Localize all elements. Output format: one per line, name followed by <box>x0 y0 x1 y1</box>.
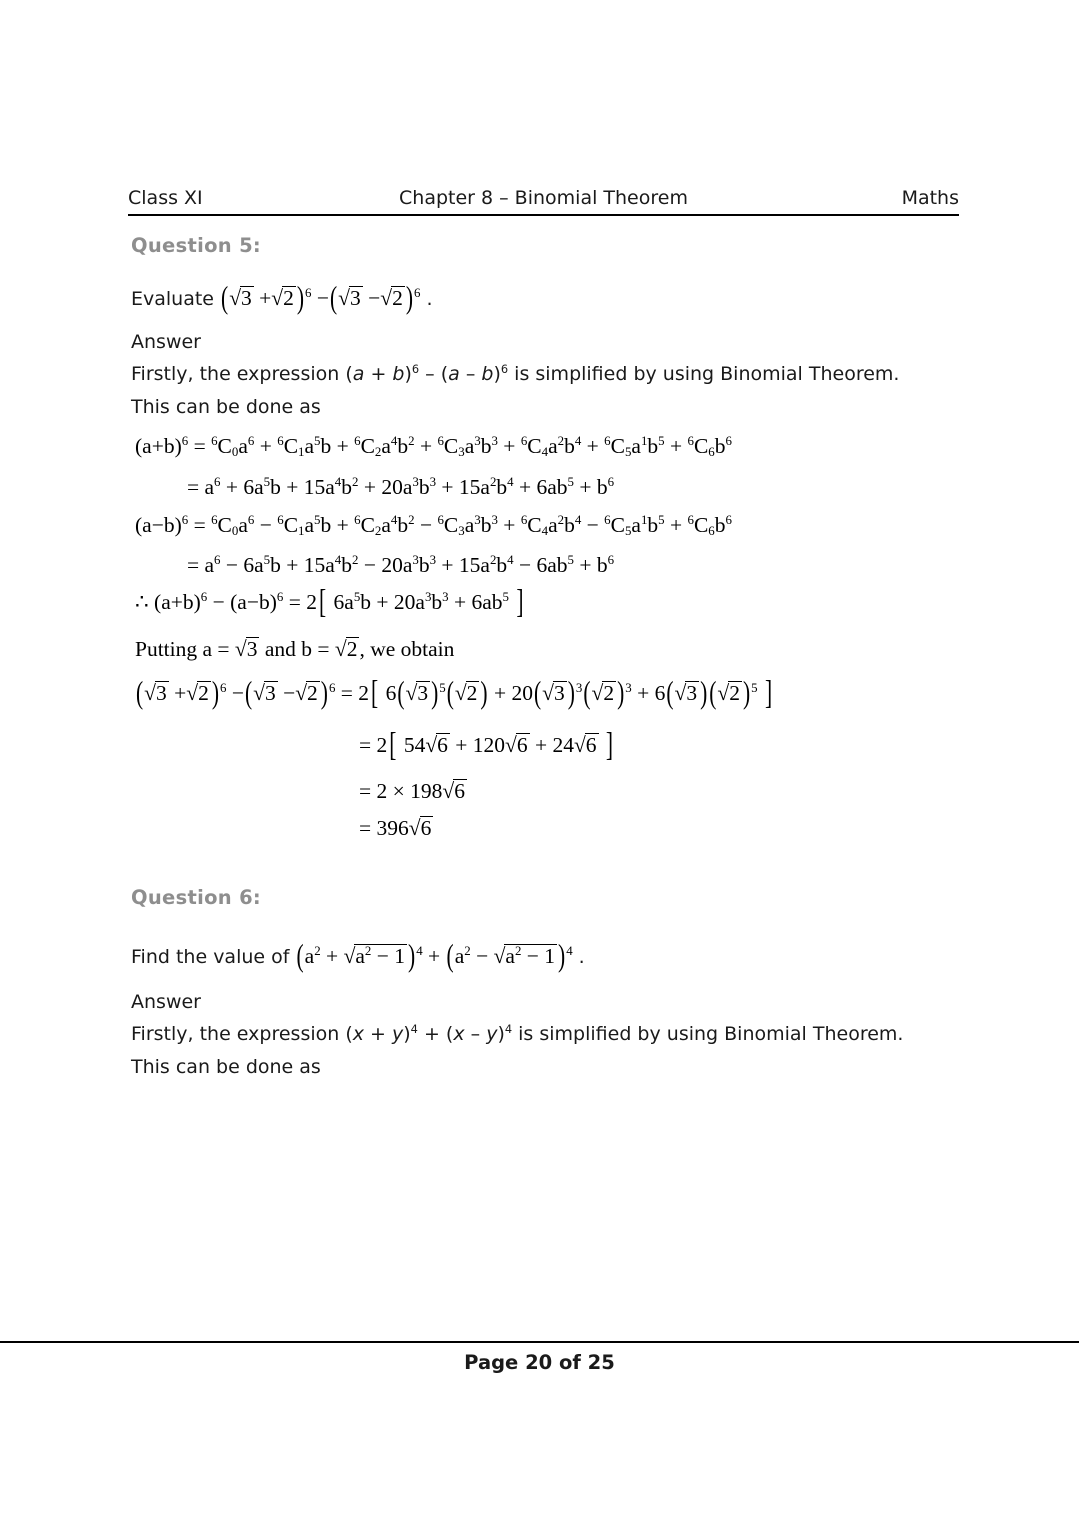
q6-paragraph-2: This can be done as <box>131 1056 321 1078</box>
q5-paragraph-1: Firstly, the expression $(a + b)^6 - (a - b)^6$ is simplified by using Binomial Theorem. <box>131 361 900 385</box>
question-5-period: . <box>426 288 433 310</box>
q5-paragraph-2: This can be done as <box>131 396 321 418</box>
evaluate-label-text: Evaluate <box>131 288 214 310</box>
question-5-heading: Question 5: <box>131 234 262 257</box>
evaluate-label <box>131 288 220 310</box>
answer-label-q5: Answer <box>131 331 201 353</box>
math-line-final-result: = 396√6 <box>359 816 432 840</box>
find-value-label <box>131 946 296 968</box>
question-5-formula: (√3 +√2 )$^6$ −(√3 −√2 )$^6$ <box>221 280 421 316</box>
math-line-expansion-a-minus-b-simplified: = $a^6 - 6a^5b + 15a^4b^2 - 20a^3b^3 + 15a^2b^4 - 6ab^5 + b^6$ <box>187 553 615 577</box>
header-class: Class XI <box>128 187 203 209</box>
question-6-formula: ($a^2 + √a^2 - 1$ )$^4 + (a^2 - √a^2 - 1$ )$^4$ <box>296 938 573 974</box>
answer-label-q6: Answer <box>131 991 201 1013</box>
math-line-expansion-a-minus-b: $(a-b)^6 = ^6C_0a^6 - ^6C_1a^5b + ^6C_2a^4b^2 - ^6C_3a^3b^3 + ^6C_4a^2b^4 - ^6C_5a^1b^5 + ^6C_6b^6$ <box>135 513 732 539</box>
math-line-difference: ∴ $(a+b)^6 - (a-b)^6 = 2$[ $6a^5b + 20a^3b^3 + 6ab^5$ ] <box>135 583 524 621</box>
question-5-statement <box>131 280 433 316</box>
math-line-expansion-a-plus-b: $(a+b)^6 = ^6C_0a^6 + ^6C_1a^5b + ^6C_2a^4b^2 + ^6C_3a^3b^3 + ^6C_4a^2b^4 + ^6C_5a^1b^5 + ^6C_6b^6$ <box>135 434 732 460</box>
footer-divider <box>0 1341 1079 1343</box>
header-subject: Maths <box>901 187 959 209</box>
math-line-two-times-198: = 2 × 198√6 <box>359 779 465 803</box>
question-6-statement <box>131 938 585 974</box>
page-header <box>128 187 959 216</box>
question-6-period: . <box>578 946 585 968</box>
q6-paragraph-1: Firstly, the expression $(x + y)^4 + (x - y)^4$ is simplified by using Binomial Theorem. <box>131 1021 904 1045</box>
find-value-label-text: Find the value of <box>131 946 290 968</box>
math-line-substituted-expression: (√3 +√2 )$^6$ −(√3 −√2 )$^6$ = 2[ 6(√3 )$^5$(√2 ) + 20(√3 )$^3$(√2 )$^3$ + 6(√3 )(√2 )$^5$ ] <box>136 674 773 712</box>
math-line-substitution-note: Putting a = √3 and b = √2, we obtain <box>135 637 455 661</box>
math-line-expansion-a-plus-b-simplified: = $a^6 + 6a^5b + 15a^4b^2 + 20a^3b^3 + 15a^2b^4 + 6ab^5 + b^6$ <box>187 475 615 499</box>
math-line-simplified-radicals: = 2[ 54√6 + 120√6 + 24√6 ] <box>359 726 614 764</box>
question-6-heading: Question 6: <box>131 886 262 909</box>
header-chapter-title: Chapter 8 – Binomial Theorem <box>399 187 688 209</box>
page-number: Page 20 of 25 <box>464 1351 615 1374</box>
